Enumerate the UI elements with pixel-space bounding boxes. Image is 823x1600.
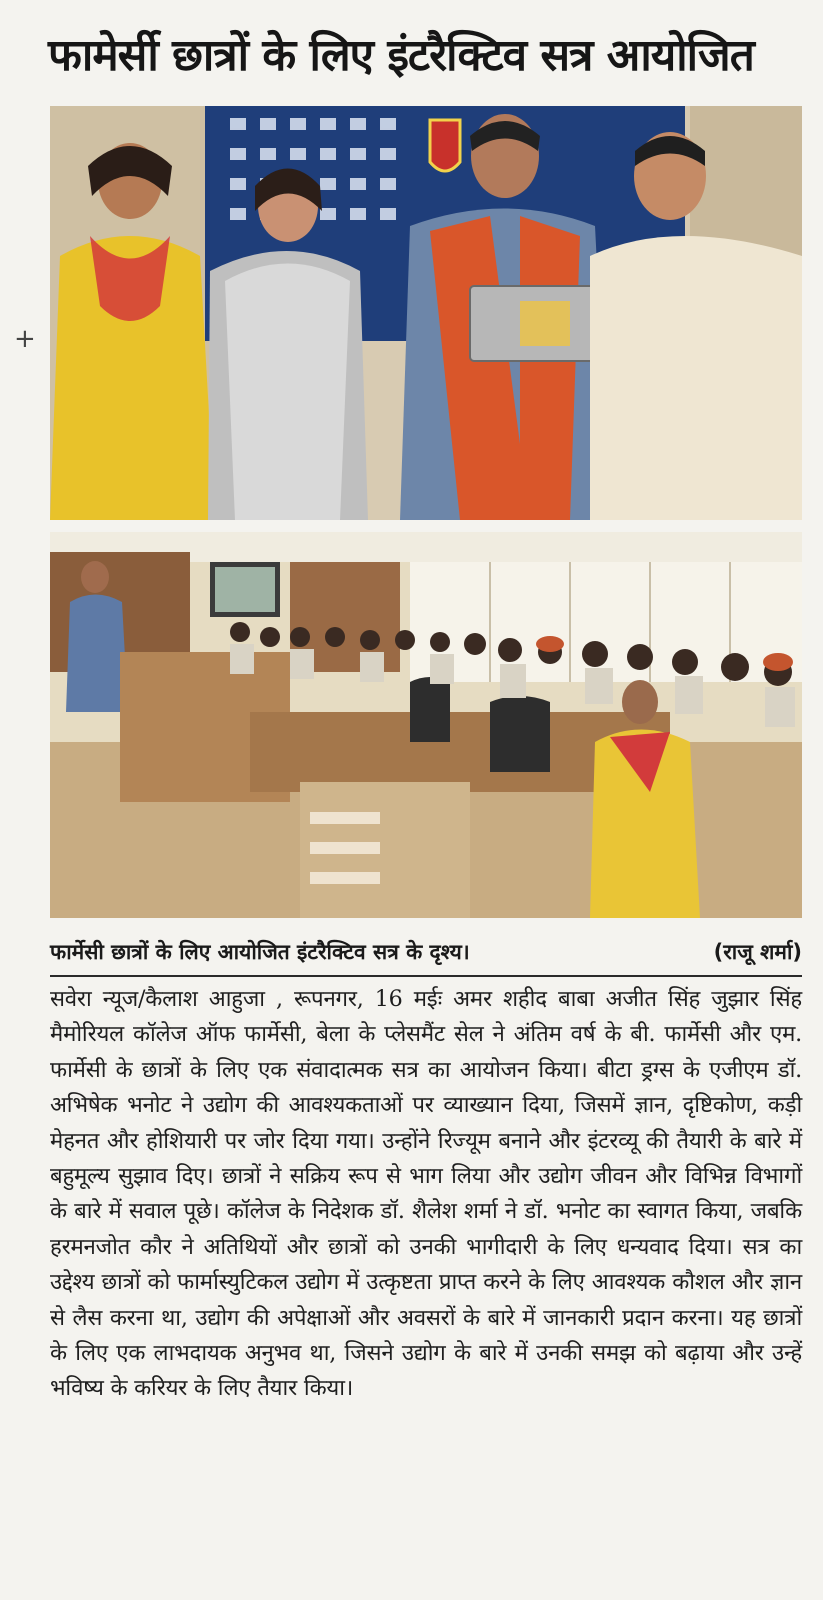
classroom-session-photo <box>50 532 802 918</box>
caption-divider <box>50 975 802 977</box>
headline: फामेर्सी छात्रों के लिए इंटरैक्टिव सत्र आयोजित <box>48 30 754 81</box>
felicitation-photo <box>50 106 802 520</box>
article-body: सवेरा न्यूज/कैलाश आहुजा , रूपनगर, 16 मईः अमर शहीद बाबा अजीत सिंह जुझार सिंह मैमोरियल कॉलेज ऑफ फार्मेसी, बेला के प्लेसमैंट सेल ने अंतिम वर्ष के बी. फार्मेसी और एम. फार्मेसी के छात्रों के लिए एक संवादात्मक सत्र का आयोजन किया। बीटा ड्रग्स के एजीएम डॉ. अभिषेक भनोट ने उद्योग की आवश्यकताओं पर व्याख्यान दिया, जिसमें ज्ञान, दृष्टिकोण, कड़ी मेहनत और होशियारी पर जोर दिया गया। उन्होंने रिज्यूम बनाने और इंटरव्यू की तैयारी के बारे में बहुमूल्य सुझाव दिए। छात्रों ने सक्रिय रूप से भाग लिया और उद्योग जीवन और विभिन्न विभागों के बारे में सवाल पूछे। कॉलेज के निदेशक डॉ. शैलेश शर्मा ने डॉ. भनोट का स्वागत किया, जबकि हरमनजोत कौर ने अतिथियों और छात्रों को उनकी भागीदारी के लिए धन्यवाद दिया। सत्र का उद्देश्य छात्रों को फार्मास्युटिकल उद्योग में उत्कृष्टता प्राप्त करने के लिए आवश्यक कौशल और ज्ञान से लैस करना था, उद्योग की अपेक्षाओं और अवसरों के बारे में जानकारी प्रदान करना। यह छात्रों के लिए एक लाभदायक अनुभव था, जिसने उद्योग के बारे में उनकी समझ को बढ़ाया और उन्हें भविष्य के करियर के लिए तैयार किया। <box>50 986 802 1402</box>
photo-credit: (राजू शर्मा) <box>713 940 802 964</box>
crop-mark: + <box>14 324 36 354</box>
caption-row <box>50 932 802 972</box>
photo-caption: फार्मेसी छात्रों के लिए आयोजित इंटरैक्टिव सत्र के दृश्य। <box>50 940 470 964</box>
